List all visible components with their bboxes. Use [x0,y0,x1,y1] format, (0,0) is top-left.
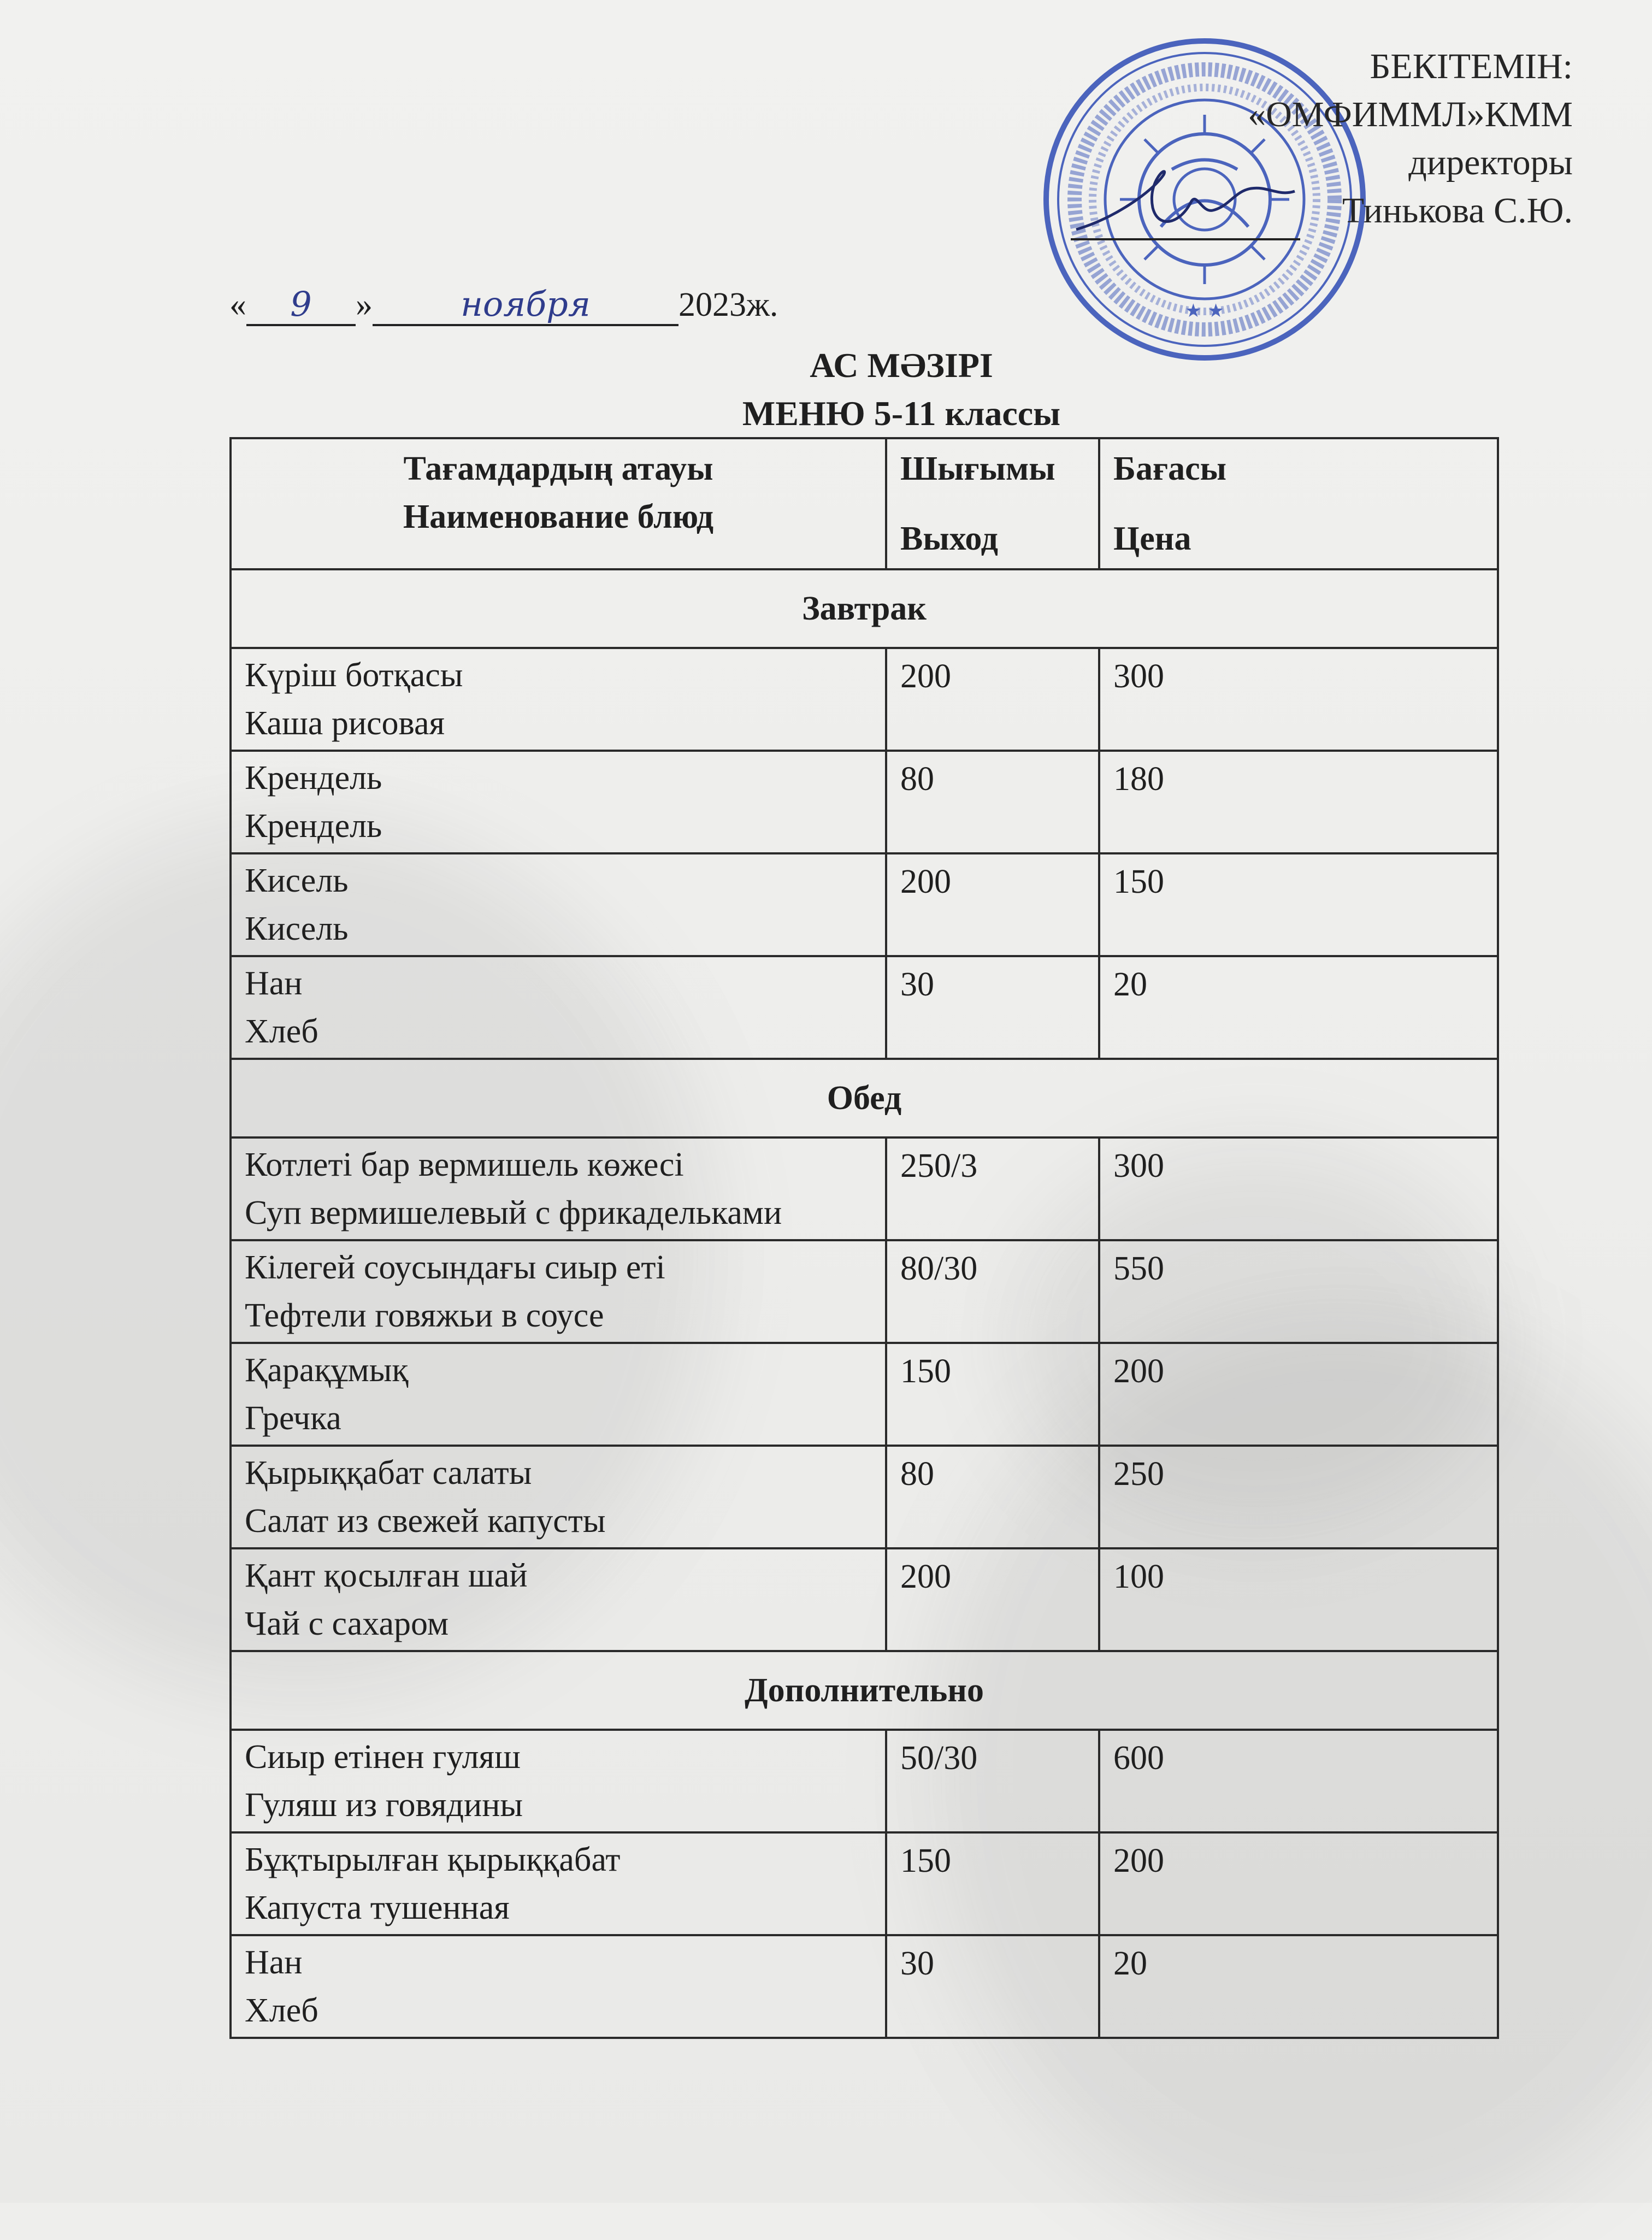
dish-yield: 200 [886,1548,1099,1651]
section-title: Завтрак [231,569,1498,648]
dish-name-ru: Салат из свежей капусты [245,1502,606,1540]
dish-name [231,1343,886,1446]
dish-name [231,1446,886,1548]
dish-price: 300 [1099,1137,1498,1240]
dish-name-kz: Бұқтырылған қырыққабат [245,1841,621,1878]
approval-director-name: Тинькова С.Ю. [1342,191,1573,231]
dish-name-ru: Суп вермишелевый с фрикадельками [245,1194,782,1231]
table-row [231,1240,1498,1343]
date-month: ноября [373,284,678,326]
dish-name [231,1137,886,1240]
date-day: 9 [246,284,356,326]
date-line [229,284,778,326]
svg-text:★ ★: ★ ★ [1185,300,1224,322]
dish-name [231,1548,886,1651]
dish-name-ru: Хлеб [245,1013,318,1050]
table-header-row [231,438,1498,569]
dish-price: 600 [1099,1730,1498,1832]
table-row [231,956,1498,1059]
dish-name-kz: Қант қосылған шай [245,1557,528,1594]
dish-name-ru: Каша рисовая [245,705,445,742]
dish-name-ru: Хлеб [245,1992,318,2029]
menu-table [229,437,1499,2039]
header-dish-name [231,438,886,569]
table-row [231,853,1498,956]
dish-name-ru: Гуляш из говядины [245,1787,523,1824]
section-title: Дополнительно [231,1651,1498,1730]
dish-name-kz: Қарақұмық [245,1352,409,1389]
dish-yield: 150 [886,1343,1099,1446]
header-price-ru: Цена [1113,520,1191,557]
section-row-additional [231,1651,1498,1730]
section-row-lunch [231,1059,1498,1137]
dish-name [231,1240,886,1343]
dish-yield: 50/30 [886,1730,1099,1832]
dish-yield: 30 [886,1935,1099,2038]
dish-name [231,853,886,956]
menu-title-kz: АС МӘЗІРІ [810,346,993,385]
dish-name [231,751,886,853]
dish-yield: 80/30 [886,1240,1099,1343]
dish-price: 20 [1099,1935,1498,2038]
table-row [231,1137,1498,1240]
header-name-kz: Тағамдардың атауы [403,450,713,487]
dish-yield: 150 [886,1832,1099,1935]
dish-name-ru: Чай с сахаром [245,1605,449,1642]
dish-name [231,1730,886,1832]
dish-name-kz: Котлеті бар вермишель көжесі [245,1146,684,1183]
table-row [231,1548,1498,1651]
header-yield-kz: Шығымы [900,450,1055,487]
dish-name-kz: Нан [245,965,303,1002]
header-yield-ru: Выход [900,520,998,557]
date-year: 2023ж. [678,286,778,323]
dish-price: 150 [1099,853,1498,956]
date-open-quote: « [229,286,246,323]
dish-name [231,1935,886,2038]
dish-name [231,956,886,1059]
dish-name-ru: Капуста тушенная [245,1889,510,1926]
dish-name [231,1832,886,1935]
table-row [231,1343,1498,1446]
dish-price: 200 [1099,1832,1498,1935]
dish-price: 200 [1099,1343,1498,1446]
dish-name-kz: Кілегей соусындағы сиыр еті [245,1249,665,1286]
approval-position: директоры [1408,143,1573,182]
section-title: Обед [231,1059,1498,1137]
header-price [1099,438,1498,569]
dish-price: 180 [1099,751,1498,853]
dish-yield: 200 [886,648,1099,751]
dish-price: 250 [1099,1446,1498,1548]
table-row [231,751,1498,853]
dish-yield: 80 [886,751,1099,853]
menu-title-ru: МЕНЮ 5-11 классы [742,394,1061,433]
table-row [231,648,1498,751]
dish-name-ru: Кисель [245,910,349,947]
header-yield [886,438,1099,569]
dish-yield: 30 [886,956,1099,1059]
dish-name-kz: Крендель [245,759,382,797]
dish-name [231,648,886,751]
table-row [231,1935,1498,2038]
dish-name-ru: Гречка [245,1400,341,1437]
dish-yield: 200 [886,853,1099,956]
dish-name-kz: Нан [245,1944,303,1981]
table-row [231,1446,1498,1548]
section-row-breakfast [231,569,1498,648]
dish-price: 20 [1099,956,1498,1059]
date-close-quote: » [356,286,373,323]
approval-block [1081,43,1573,235]
approval-title: БЕКІТЕМІН: [1370,46,1573,86]
dish-price: 100 [1099,1548,1498,1651]
dish-name-kz: Қырыққабат салаты [245,1454,532,1492]
dish-name-kz: Күріш ботқасы [245,657,463,694]
menu-title-block [574,341,1229,438]
dish-name-kz: Сиыр етінен гуляш [245,1738,521,1776]
dish-name-ru: Тефтели говяжьи в соусе [245,1297,604,1334]
dish-yield: 80 [886,1446,1099,1548]
approval-organization: «ОМФИММЛ»КММ [1248,95,1573,134]
header-price-kz: Бағасы [1113,450,1227,487]
header-name-ru: Наименование блюд [403,498,714,535]
dish-name-ru: Крендель [245,807,382,845]
dish-yield: 250/3 [886,1137,1099,1240]
dish-price: 300 [1099,648,1498,751]
table-row [231,1832,1498,1935]
table-row [231,1730,1498,1832]
dish-name-kz: Кисель [245,862,349,899]
dish-price: 550 [1099,1240,1498,1343]
